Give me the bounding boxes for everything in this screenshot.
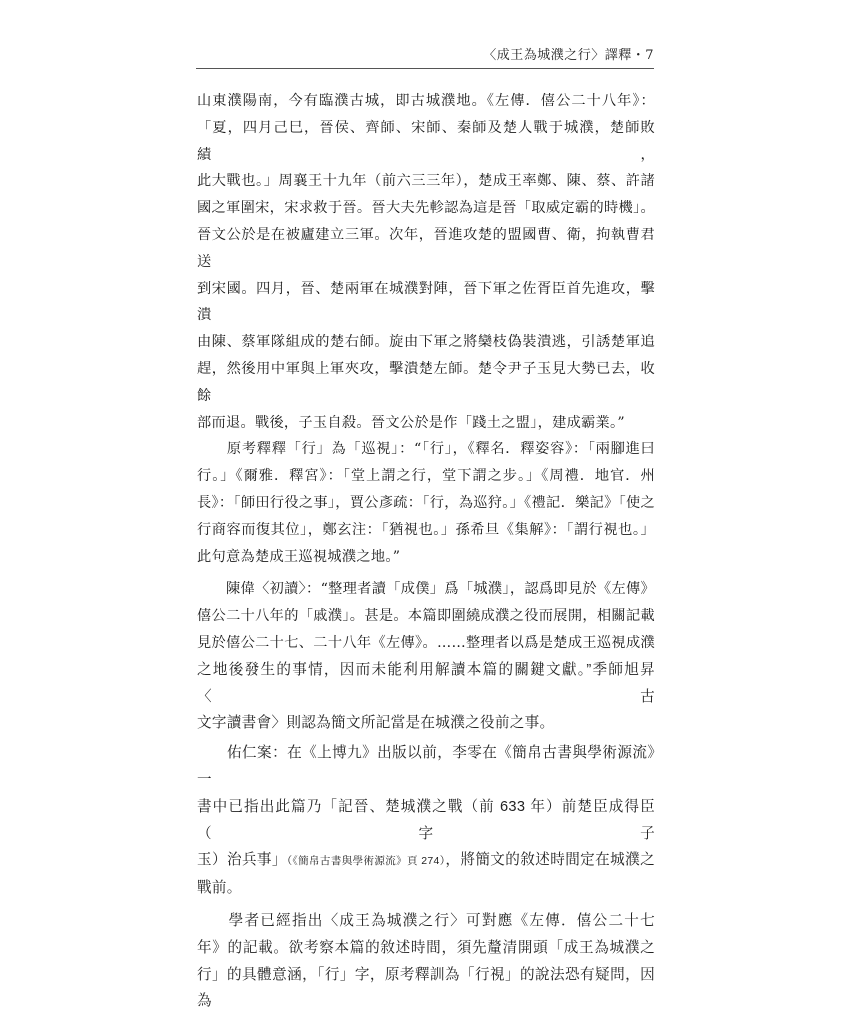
text-line: 此大戰也。」周襄王十九年（前六三三年），楚成王率鄭、陳、蔡、許諸 bbox=[197, 168, 655, 195]
text-line: 戰前。 bbox=[197, 875, 655, 902]
text-line: 山東濮陽南，今有臨濮古城，即古城濮地。《左傳．僖公二十八年》： bbox=[197, 88, 655, 115]
text-line: 年》的記載。欲考察本篇的敘述時間，須先釐清開頭「成王為城濮之 bbox=[197, 935, 655, 962]
text-line: 國之軍圍宋，宋求救于晉。晉大夫先軫認為這是晉「取威定霸的時機」。 bbox=[197, 195, 655, 222]
text-line-with-note bbox=[197, 847, 655, 875]
text-line: 之地後發生的事情，因而未能利用解讀本篇的關鍵文獻。”季師旭昇〈古 bbox=[197, 657, 655, 711]
text-line: 佑仁案：在《上博九》出版以前，李零在《簡帛古書與學術源流》一 bbox=[197, 740, 655, 794]
text-line: 趕，然後用中軍與上軍夾攻，擊潰楚左師。楚令尹子玉見大勢已去，收餘 bbox=[197, 356, 655, 410]
paragraph-3 bbox=[197, 576, 655, 737]
text-line: 晉文公於是在被廬建立三軍。次年，晉進攻楚的盟國曹、衛，拘執曹君送 bbox=[197, 222, 655, 276]
running-header bbox=[196, 46, 654, 66]
text-line: 此句意為楚成王巡視城濮之地。” bbox=[197, 544, 655, 571]
text-line: 「夏，四月己巳，晉侯、齊師、宋師、秦師及楚人戰于城濮，楚師敗績， bbox=[197, 115, 655, 169]
running-title: 〈成王為城濮之行〉譯釋・7 bbox=[483, 48, 654, 63]
text-line: 行」的具體意涵，「行」字，原考釋訓為「行視」的說法恐有疑問，因為 bbox=[197, 962, 655, 1015]
header-rule bbox=[196, 68, 654, 69]
paragraph-5 bbox=[197, 908, 655, 1015]
text-fragment: 玉）治兵事」 bbox=[197, 852, 287, 868]
text-line: 長》：「師田行役之事」，賈公彥疏：「行，為巡狩。」《禮記．樂記》「使之 bbox=[197, 490, 655, 517]
page-body bbox=[197, 88, 655, 1015]
text-line: 原考釋釋「行」為「巡視」：“「行」，《釋名．釋姿容》：「兩腳進曰 bbox=[197, 436, 655, 463]
text-line: 陳偉〈初讀〉：“整理者讀「成僕」爲「城濮」，認爲即見於《左傳》 bbox=[197, 576, 655, 603]
text-line: 見於僖公二十七、二十八年《左傳》。……整理者以爲是楚成王巡視成濮 bbox=[197, 630, 655, 657]
text-line: 書中已指出此篇乃「記晉、楚城濮之戰（前 633 年）前楚臣成得臣（字子 bbox=[197, 794, 655, 848]
text-line: 學者已經指出〈成王為城濮之行〉可對應《左傳．僖公二十七 bbox=[197, 908, 655, 935]
paragraph-2 bbox=[197, 436, 655, 570]
text-line: 文字讀書會〉則認為簡文所記當是在城濮之役前之事。 bbox=[197, 710, 655, 737]
paragraph-4 bbox=[197, 740, 655, 902]
text-line: 到宋國。四月，晉、楚兩軍在城濮對陣，晉下軍之佐胥臣首先進攻，擊潰 bbox=[197, 276, 655, 330]
text-line: 由陳、蔡軍隊組成的楚右師。旋由下軍之將欒枝偽裝潰逃，引誘楚軍追 bbox=[197, 329, 655, 356]
text-line: 行商容而復其位」，鄭玄注：「猶視也。」孫希旦《集解》：「謂行視也。」 bbox=[197, 517, 655, 544]
paragraph-1 bbox=[197, 88, 655, 436]
inline-citation-note: （《簡帛古書與學術源流》頁 274） bbox=[287, 855, 445, 867]
text-line: 部而退。戰後，子玉自殺。晉文公於是作「踐土之盟」，建成霸業。” bbox=[197, 410, 655, 437]
text-fragment: ，將簡文的敘述時間定在城濮之 bbox=[445, 852, 655, 868]
text-line: 行。」《爾雅．釋宮》：「堂上謂之行，堂下謂之步。」《周禮．地官．州 bbox=[197, 463, 655, 490]
text-line: 僖公二十八年的「戚濮」。甚是。本篇即圍繞成濮之役而展開，相關記載 bbox=[197, 603, 655, 630]
